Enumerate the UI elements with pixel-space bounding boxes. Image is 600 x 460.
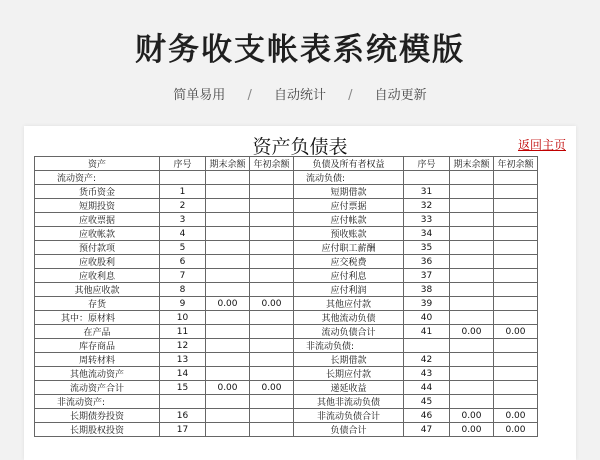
table-cell[interactable]	[494, 269, 538, 283]
table-row	[35, 325, 538, 339]
table-row	[35, 409, 538, 423]
table-row	[35, 199, 538, 213]
table-cell[interactable]: 43	[404, 367, 450, 381]
table-cell[interactable]	[450, 283, 494, 297]
table-row	[35, 381, 538, 395]
table-cell[interactable]	[250, 423, 294, 437]
table-cell[interactable]: 6	[160, 255, 206, 269]
table-cell[interactable]: 非流动负债合计	[294, 409, 404, 423]
table-cell[interactable]: 负债合计	[294, 423, 404, 437]
back-to-home-link[interactable]: 返回主页	[517, 138, 566, 152]
table-row	[35, 367, 538, 381]
table-row	[35, 339, 538, 353]
table-cell[interactable]: 16	[160, 409, 206, 423]
table-cell[interactable]: 45	[404, 395, 450, 409]
table-row	[35, 269, 538, 283]
table-cell[interactable]	[494, 199, 538, 213]
table-cell[interactable]	[206, 423, 250, 437]
table-cell[interactable]: 10	[160, 311, 206, 325]
table-cell[interactable]	[450, 311, 494, 325]
feature-auto-stats: 自动统计	[273, 88, 326, 103]
table-row	[35, 311, 538, 325]
table-cell[interactable]: 其他应付款	[294, 297, 404, 311]
table-cell[interactable]	[494, 353, 538, 367]
separator: /	[348, 88, 353, 103]
table-cell[interactable]	[250, 255, 294, 269]
table-cell[interactable]: 在产品	[35, 325, 160, 339]
table-cell[interactable]	[250, 339, 294, 353]
table-cell[interactable]	[160, 171, 206, 185]
table-cell[interactable]	[494, 283, 538, 297]
sheet-title: 资产负债表	[252, 136, 348, 158]
table-cell[interactable]: 34	[404, 227, 450, 241]
table-cell[interactable]: 流动负债合计	[294, 325, 404, 339]
table-cell[interactable]: 其他非流动负债	[294, 395, 404, 409]
table-cell[interactable]	[206, 241, 250, 255]
table-cell[interactable]	[250, 395, 294, 409]
table-cell[interactable]: 37	[404, 269, 450, 283]
table-cell[interactable]: 其他流动资产	[35, 367, 160, 381]
column-header: 资产	[35, 157, 160, 171]
table-cell[interactable]	[250, 325, 294, 339]
table-cell[interactable]	[450, 381, 494, 395]
table-cell[interactable]	[250, 367, 294, 381]
table-cell[interactable]: 1	[160, 185, 206, 199]
table-cell[interactable]	[494, 241, 538, 255]
table-cell[interactable]	[206, 353, 250, 367]
table-cell[interactable]: 应付帐款	[294, 213, 404, 227]
table-cell[interactable]	[450, 353, 494, 367]
table-cell[interactable]	[250, 199, 294, 213]
table-cell[interactable]: 应收利息	[35, 269, 160, 283]
table-cell[interactable]	[206, 171, 250, 185]
page-title: 财务收支帐表系统模版	[135, 32, 465, 68]
table-cell[interactable]	[250, 283, 294, 297]
table-cell[interactable]	[250, 353, 294, 367]
table-cell[interactable]: 47	[404, 423, 450, 437]
table-row	[35, 227, 538, 241]
table-cell[interactable]	[494, 227, 538, 241]
table-cell[interactable]: 36	[404, 255, 450, 269]
table-cell[interactable]: 长期股权投资	[35, 423, 160, 437]
table-cell[interactable]: 12	[160, 339, 206, 353]
table-cell[interactable]	[206, 269, 250, 283]
column-header: 序号	[404, 157, 450, 171]
table-row	[35, 283, 538, 297]
table-cell[interactable]	[450, 297, 494, 311]
table-cell[interactable]	[206, 255, 250, 269]
table-cell[interactable]: 应收股利	[35, 255, 160, 269]
table-cell[interactable]	[250, 311, 294, 325]
table-cell[interactable]: 其中：原材料	[35, 311, 160, 325]
table-cell[interactable]	[494, 185, 538, 199]
table-cell[interactable]: 应付票据	[294, 199, 404, 213]
table-cell[interactable]: 周转材料	[35, 353, 160, 367]
column-header: 年初余额	[250, 157, 294, 171]
table-row	[35, 185, 538, 199]
table-cell[interactable]: 0.00	[206, 297, 250, 311]
table-cell[interactable]	[206, 395, 250, 409]
table-cell[interactable]: 长期债券投资	[35, 409, 160, 423]
table-cell[interactable]	[494, 213, 538, 227]
table-cell[interactable]	[250, 171, 294, 185]
table-cell[interactable]: 42	[404, 353, 450, 367]
balance-sheet-panel	[24, 126, 576, 460]
table-cell[interactable]	[450, 199, 494, 213]
table-cell[interactable]	[450, 395, 494, 409]
table-cell[interactable]	[450, 339, 494, 353]
table-cell[interactable]: 17	[160, 423, 206, 437]
table-cell[interactable]: 33	[404, 213, 450, 227]
table-cell[interactable]	[450, 185, 494, 199]
table-cell[interactable]: 递延收益	[294, 381, 404, 395]
table-cell[interactable]: 15	[160, 381, 206, 395]
table-cell[interactable]	[494, 255, 538, 269]
table-cell[interactable]: 7	[160, 269, 206, 283]
table-cell[interactable]: 38	[404, 283, 450, 297]
table-cell[interactable]: 0.00	[250, 381, 294, 395]
table-cell[interactable]	[206, 283, 250, 297]
table-cell[interactable]: 35	[404, 241, 450, 255]
table-cell[interactable]: 9	[160, 297, 206, 311]
table-cell[interactable]: 货币资金	[35, 185, 160, 199]
table-row	[35, 171, 538, 185]
table-cell[interactable]: 31	[404, 185, 450, 199]
column-header: 年初余额	[494, 157, 538, 171]
table-cell[interactable]: 流动负债:	[294, 171, 404, 185]
table-cell[interactable]	[404, 171, 450, 185]
column-header: 期末余额	[206, 157, 250, 171]
table-row	[35, 255, 538, 269]
table-cell[interactable]: 流动资产合计	[35, 381, 160, 395]
table-cell[interactable]: 存货	[35, 297, 160, 311]
table-cell[interactable]: 44	[404, 381, 450, 395]
table-cell[interactable]: 0.00	[206, 381, 250, 395]
table-cell[interactable]: 非流动负债:	[294, 339, 404, 353]
table-cell[interactable]: 14	[160, 367, 206, 381]
table-cell[interactable]: 应付利润	[294, 283, 404, 297]
feature-list	[0, 84, 600, 103]
balance-sheet-table	[34, 156, 538, 437]
table-cell[interactable]	[494, 297, 538, 311]
table-cell[interactable]: 短期投资	[35, 199, 160, 213]
table-cell[interactable]	[450, 255, 494, 269]
table-cell[interactable]: 短期借款	[294, 185, 404, 199]
table-cell[interactable]: 8	[160, 283, 206, 297]
table-cell[interactable]: 流动资产:	[35, 171, 160, 185]
table-cell[interactable]	[250, 227, 294, 241]
table-cell[interactable]: 32	[404, 199, 450, 213]
table-cell[interactable]	[450, 171, 494, 185]
table-cell[interactable]	[494, 339, 538, 353]
table-cell[interactable]	[206, 409, 250, 423]
table-cell[interactable]	[494, 395, 538, 409]
table-row	[35, 353, 538, 367]
table-cell[interactable]: 41	[404, 325, 450, 339]
table-cell[interactable]	[250, 269, 294, 283]
feature-auto-update: 自动更新	[374, 88, 427, 103]
table-cell[interactable]: 预付款项	[35, 241, 160, 255]
separator: /	[247, 88, 252, 103]
table-cell[interactable]: 应收票据	[35, 213, 160, 227]
table-cell[interactable]: 预收账款	[294, 227, 404, 241]
table-cell[interactable]	[160, 395, 206, 409]
table-cell[interactable]: 应收帐款	[35, 227, 160, 241]
table-cell[interactable]	[206, 367, 250, 381]
table-cell[interactable]	[404, 339, 450, 353]
table-cell[interactable]: 0.00	[494, 423, 538, 437]
table-cell[interactable]: 3	[160, 213, 206, 227]
table-cell[interactable]	[206, 213, 250, 227]
table-cell[interactable]	[206, 199, 250, 213]
table-cell[interactable]	[206, 227, 250, 241]
table-cell[interactable]: 0.00	[494, 409, 538, 423]
table-row	[35, 213, 538, 227]
table-cell[interactable]: 11	[160, 325, 206, 339]
table-cell[interactable]: 应付职工薪酬	[294, 241, 404, 255]
table-cell[interactable]: 0.00	[494, 325, 538, 339]
table-cell[interactable]	[206, 311, 250, 325]
table-cell[interactable]: 13	[160, 353, 206, 367]
table-cell[interactable]: 应交税费	[294, 255, 404, 269]
table-cell[interactable]: 长期借款	[294, 353, 404, 367]
table-cell[interactable]	[250, 185, 294, 199]
table-cell[interactable]	[450, 213, 494, 227]
table-cell[interactable]	[250, 241, 294, 255]
table-cell[interactable]	[450, 227, 494, 241]
table-cell[interactable]: 其他流动负债	[294, 311, 404, 325]
table-cell[interactable]	[250, 409, 294, 423]
table-cell[interactable]: 0.00	[450, 409, 494, 423]
table-cell[interactable]: 39	[404, 297, 450, 311]
table-header-row	[35, 157, 538, 171]
table-cell[interactable]: 46	[404, 409, 450, 423]
table-cell[interactable]: 非流动资产:	[35, 395, 160, 409]
table-cell[interactable]: 0.00	[450, 325, 494, 339]
table-cell[interactable]: 长期应付款	[294, 367, 404, 381]
table-row	[35, 395, 538, 409]
table-cell[interactable]	[450, 367, 494, 381]
table-row	[35, 423, 538, 437]
table-cell[interactable]: 应付利息	[294, 269, 404, 283]
feature-easy: 简单易用	[173, 88, 226, 103]
table-cell[interactable]: 4	[160, 227, 206, 241]
table-cell[interactable]: 0.00	[250, 297, 294, 311]
table-cell[interactable]	[494, 381, 538, 395]
table-row	[35, 297, 538, 311]
table-cell[interactable]	[450, 269, 494, 283]
table-cell[interactable]	[494, 367, 538, 381]
table-cell[interactable]: 40	[404, 311, 450, 325]
table-cell[interactable]	[450, 241, 494, 255]
table-cell[interactable]	[494, 311, 538, 325]
table-cell[interactable]	[494, 171, 538, 185]
table-cell[interactable]: 其他应收款	[35, 283, 160, 297]
table-body	[35, 171, 538, 437]
table-cell[interactable]	[250, 213, 294, 227]
table-cell[interactable]	[206, 339, 250, 353]
table-row	[35, 241, 538, 255]
table-cell[interactable]: 库存商品	[35, 339, 160, 353]
table-cell[interactable]: 2	[160, 199, 206, 213]
column-header: 序号	[160, 157, 206, 171]
table-cell[interactable]: 0.00	[450, 423, 494, 437]
table-cell[interactable]	[206, 325, 250, 339]
table-cell[interactable]: 5	[160, 241, 206, 255]
column-header: 期末余额	[450, 157, 494, 171]
table-cell[interactable]	[206, 185, 250, 199]
column-header: 负债及所有者权益	[294, 157, 404, 171]
